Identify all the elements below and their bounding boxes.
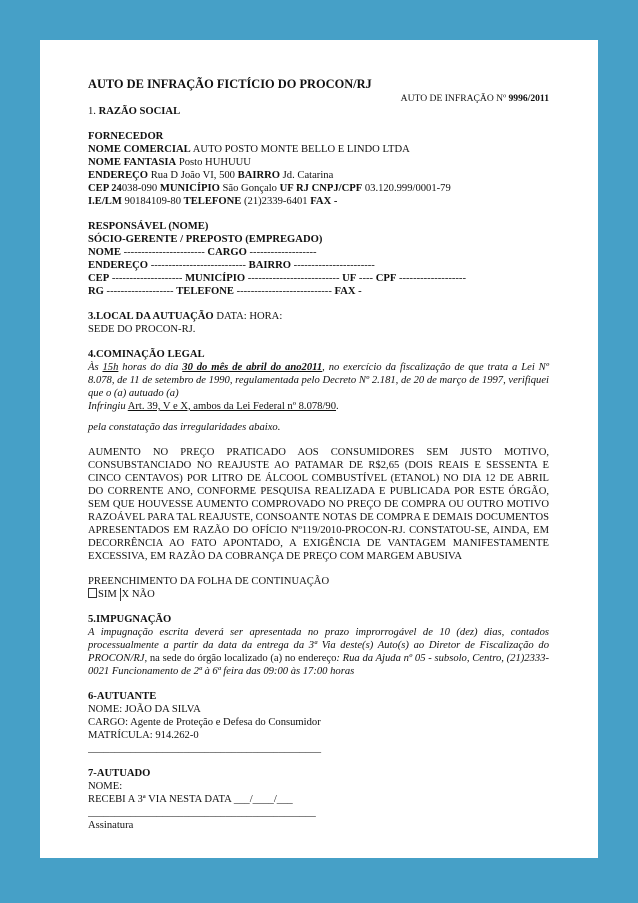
cep-label: CEP 24	[88, 183, 122, 194]
recebi-text: RECEBI A 3ª VIA NESTA DATA ___/____/___	[88, 794, 293, 805]
resp-bairro-blank: -----------------------	[293, 260, 375, 271]
autuante	[88, 690, 549, 755]
resp-cep-label: CEP	[88, 273, 110, 284]
telefone-value: (21)2339-6401	[244, 196, 308, 207]
resp-endereco-blank: ---------------------------	[150, 260, 246, 271]
nome-comercial-value: AUTO POSTO MONTE BELLO E LINDO LTDA	[192, 144, 410, 155]
municipio-label: MUNICÍPIO	[159, 183, 220, 194]
section-5-label: 5.IMPUGNAÇÃO	[88, 614, 172, 625]
section-4-label: 4.COMINAÇÃO LEGAL	[88, 349, 205, 360]
endereco-value: Rua D João VI, 500	[150, 170, 235, 181]
nome-fantasia-label: NOME FANTASIA	[88, 157, 177, 168]
resp-rg-blank: -------------------	[106, 286, 174, 297]
auto-number-value: 9996/2011	[508, 93, 549, 104]
endereco-label: ENDEREÇO	[88, 170, 149, 181]
frame-left	[0, 0, 40, 903]
socio-gerente-heading: SÓCIO-GERENTE / PREPOSTO (EMPREGADO)	[88, 234, 323, 245]
autuante-nome: NOME: JOÃO DA SILVA	[88, 704, 201, 715]
frame-right	[598, 0, 638, 903]
impugnacao	[88, 613, 549, 678]
resp-cep-blank: --------------------	[111, 273, 183, 284]
cominacao-data: 30 do mês de abril do ano2011	[182, 362, 323, 373]
data-hora: DATA: HORA:	[216, 311, 283, 322]
resp-fax-label: FAX -	[334, 286, 362, 297]
local-autuacao	[88, 310, 549, 336]
document-content	[88, 77, 549, 832]
sim-checkbox[interactable]	[88, 588, 97, 598]
section-1-number: 1.	[88, 106, 96, 117]
frame-bottom	[0, 858, 638, 903]
autuante-matricula: MATRÍCULA: 914.262-0	[88, 730, 199, 741]
bairro-label: BAIRRO	[237, 170, 281, 181]
resp-cpf-label: CPF	[375, 273, 397, 284]
document-title: AUTO DE INFRAÇÃO FICTÍCIO DO PROCON/RJ	[88, 77, 372, 91]
infringiu-text: Art. 39, V e X, ambos da Lei Federal nº 8.078/90	[127, 401, 337, 412]
resp-cargo-label: CARGO	[207, 247, 247, 258]
cominacao-legal	[88, 348, 549, 563]
nome-comercial-label: NOME COMERCIAL	[88, 144, 191, 155]
nao-checkbox[interactable]: X	[121, 589, 130, 600]
autuado-signature-line: ___________________________________________	[88, 807, 316, 818]
section-7-label: 7-AUTUADO	[88, 768, 151, 779]
fornecedor-heading: FORNECEDOR	[88, 131, 164, 142]
frame-top	[0, 0, 638, 40]
resp-uf-blank: ----	[358, 273, 374, 284]
constatacao-text: pela constatação das irregularidades abaixo.	[88, 422, 281, 433]
cominacao-paragraph	[88, 361, 549, 400]
resp-telefone-label: TELEFONE	[176, 286, 234, 297]
cominacao-mid: horas do dia	[122, 362, 179, 373]
resp-bairro-label: BAIRRO	[248, 260, 292, 271]
responsavel-heading: RESPONSÁVEL (NOME)	[88, 221, 209, 232]
bairro-value: Jd. Catarina	[282, 170, 334, 181]
section-1-heading	[88, 105, 549, 118]
sede-text: SEDE DO PROCON-RJ.	[88, 324, 196, 335]
auto-number	[88, 92, 549, 105]
cominacao-prefix: Às	[88, 362, 99, 373]
section-6-label: 6-AUTUANTE	[88, 691, 157, 702]
nome-fantasia-value: Posto HUHUUU	[178, 157, 251, 168]
impugnacao-text-c: : Rua da Ajuda nº 05 - subsolo, Centro, (21)2333-0021 Funcionamento de 2ª à 6ª feira das 09:00 às 17:00 horas	[88, 653, 549, 677]
infringiu-label: Infringiu	[88, 401, 126, 412]
resp-uf-label: UF	[342, 273, 357, 284]
autuante-cargo: CARGO: Agente de Proteção e Defesa do Consumidor	[88, 717, 321, 728]
uf-cnpj-label: UF RJ CNPJ/CPF	[279, 183, 363, 194]
cominacao-text: , no exercício da fiscalização de que trata a Lei Nº 8.078, de 11 de setembro de 1990, regulamentada pelo Decreto Nº 2.181, de 20 de março de 1997, verifiquei que o (a) autuado (a)	[88, 362, 550, 399]
cominacao-hora: 15h	[102, 362, 119, 373]
cnpj-value: 03.120.999/0001-79	[364, 183, 451, 194]
nao-label: NÃO	[131, 589, 155, 600]
section-3-label: 3.LOCAL DA AUTUAÇÃO	[88, 311, 214, 322]
ie-value: 90184109-80	[124, 196, 182, 207]
autuante-signature-line: ____________________________________________	[88, 743, 322, 754]
cep-value: 038-090	[121, 183, 158, 194]
folha-continuacao	[88, 575, 549, 601]
resp-municipio-blank: --------------------------	[247, 273, 340, 284]
resp-telefone-blank: ---------------------------	[236, 286, 332, 297]
auto-number-label: AUTO DE INFRAÇÃO Nº	[400, 93, 507, 104]
continuacao-label: PREENCHIMENTO DA FOLHA DE CONTINUAÇÃO	[88, 576, 330, 587]
irregularidades-text: AUMENTO NO PREÇO PRATICADO AOS CONSUMIDORES SEM JUSTO MOTIVO, CONSUBSTANCIADO NO REAJUSTE AO PATAMAR DE R$2,65 (DOIS REAIS E SESSENTA E CINCO CENTAVOS) POR LITRO DE ÁLCOOL COMBUSTÍVEL (ETANOL) NO DIA 12 DE ABRIL DO CORRENTE ANO, CONFORME PESQUISA REALIZADA E PUBLICADA POR ESTE ÓRGÃO, SEM QUE HOUVESSE AUMENTO COMPROVADO NO PREÇO DE COMPRA OU OUTRO MOTIVO RAZOÁVEL PARA TAL REAJUSTE, CONSOANTE NOTAS DE COMPRA E DEMAIS DOCUMENTOS APRESENTADOS EM RAZÃO DO OFÍCIO Nº119/2010-PROCON-RJ. CONSTATOU-SE, AINDA, EM DECORRÊNCIA AO FATO APONTADO, A EXIGÊNCIA DE VANTAGEM MANIFESTAMENTE EXCESSIVA, EM RAZÃO DA COBRANÇA DE PREÇO COM MARGEM ABUSIVA	[88, 447, 549, 562]
assinatura-label: Assinatura	[88, 820, 134, 831]
impugnacao-text-a: A impugnação escrita deverá ser apresentada no prazo improrrogável de 10 (dez) dias, contados processualmente a partir da data da entrega da 3ª Via deste(s) Auto(s) ao Diretor de Fiscalização do PROCON/RJ,	[88, 627, 549, 664]
autuado-nome: NOME:	[88, 781, 123, 792]
telefone-label: TELEFONE	[183, 196, 242, 207]
resp-municipio-label: MUNICÍPIO	[185, 273, 246, 284]
fax-label: FAX -	[310, 196, 338, 207]
resp-cpf-blank: -------------------	[398, 273, 466, 284]
sim-label: SIM	[98, 589, 117, 600]
resp-endereco-label: ENDEREÇO	[88, 260, 149, 271]
ie-label: I.E/LM	[88, 196, 122, 207]
impugnacao-text-b: na sede do órgão localizado (a) no endereço	[149, 653, 337, 664]
infringiu-end: .	[336, 401, 339, 412]
resp-nome-blank: -----------------------	[123, 247, 205, 258]
impugnacao-text	[88, 626, 549, 678]
autuado	[88, 767, 549, 832]
responsavel-block	[88, 220, 549, 298]
document-page	[40, 40, 598, 858]
municipio-value: São Gonçalo	[222, 183, 277, 194]
resp-rg-label: RG	[88, 286, 104, 297]
resp-cargo-blank: -------------------	[249, 247, 317, 258]
section-1-label: RAZÃO SOCIAL	[98, 106, 181, 117]
resp-nome-label: NOME	[88, 247, 121, 258]
fornecedor-block	[88, 130, 549, 208]
